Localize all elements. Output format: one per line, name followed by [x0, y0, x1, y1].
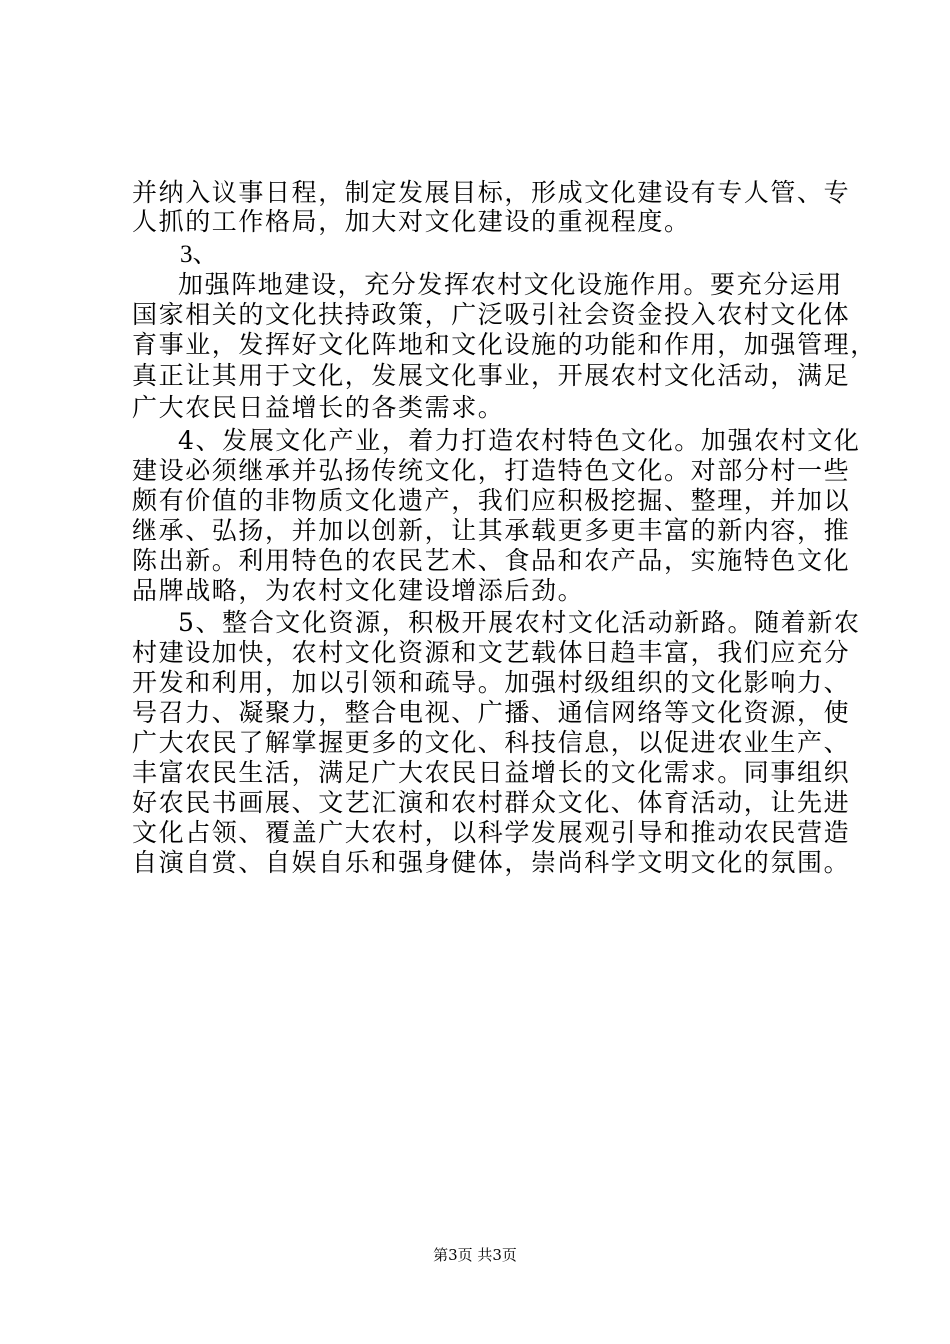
body-text-line: 5、整合文化资源，积极开展农村文化活动新路。随着新农 — [178, 608, 861, 637]
body-text-line: 并纳入议事日程，制定发展目标，形成文化建设有专人管、专 — [132, 178, 851, 207]
body-text-line: 好农民书画展、文艺汇演和农村群众文化、体育活动，让先进 — [132, 788, 851, 817]
body-text-line: 建设必须继承并弘扬传统文化，打造特色文化。对部分村一些 — [132, 456, 851, 485]
body-text-line: 陈出新。利用特色的农民艺术、食品和农产品，实施特色文化 — [132, 546, 851, 575]
body-text-line: 颇有价值的非物质文化遗产，我们应积极挖掘、整理，并加以 — [132, 486, 851, 515]
body-text-line: 开发和利用，加以引领和疏导。加强村级组织的文化影响力、 — [132, 668, 851, 697]
body-text-line: 号召力、凝聚力，整合电视、广播、通信网络等文化资源，使 — [132, 698, 851, 727]
body-text-line: 继承、弘扬，并加以创新，让其承载更多更丰富的新内容，推 — [132, 516, 851, 545]
section-number: 3、 — [180, 241, 218, 268]
body-text-line: 育事业，发挥好文化阵地和文化设施的功能和作用，加强管理， — [132, 330, 877, 359]
body-text-line: 自演自赏、自娱自乐和强身健体，崇尚科学文明文化的氛围。 — [132, 848, 851, 877]
body-text-line: 国家相关的文化扶持政策，广泛吸引社会资金投入农村文化体 — [132, 300, 851, 329]
body-text-line: 加强阵地建设，充分发挥农村文化设施作用。要充分运用 — [178, 270, 844, 299]
body-text-line: 4、发展文化产业，着力打造农村特色文化。加强农村文化 — [178, 426, 861, 455]
body-text-line: 村建设加快，农村文化资源和文艺载体日趋丰富，我们应充分 — [132, 638, 851, 667]
body-text-line: 真正让其用于文化，发展文化事业，开展农村文化活动，满足 — [132, 361, 851, 390]
body-text-line: 广大农民了解掌握更多的文化、科技信息，以促进农业生产、 — [132, 728, 851, 757]
body-text-line: 文化占领、覆盖广大农村，以科学发展观引导和推动农民营造 — [132, 818, 851, 847]
body-text-line: 广大农民日益增长的各类需求。 — [132, 393, 505, 422]
body-text-line: 人抓的工作格局，加大对文化建设的重视程度。 — [132, 207, 691, 236]
page-footer: 第3页 共3页 — [433, 1246, 517, 1264]
body-text-line: 品牌战略，为农村文化建设增添后劲。 — [132, 576, 585, 605]
body-text-line: 丰富农民生活，满足广大农民日益增长的文化需求。同事组织 — [132, 758, 851, 787]
